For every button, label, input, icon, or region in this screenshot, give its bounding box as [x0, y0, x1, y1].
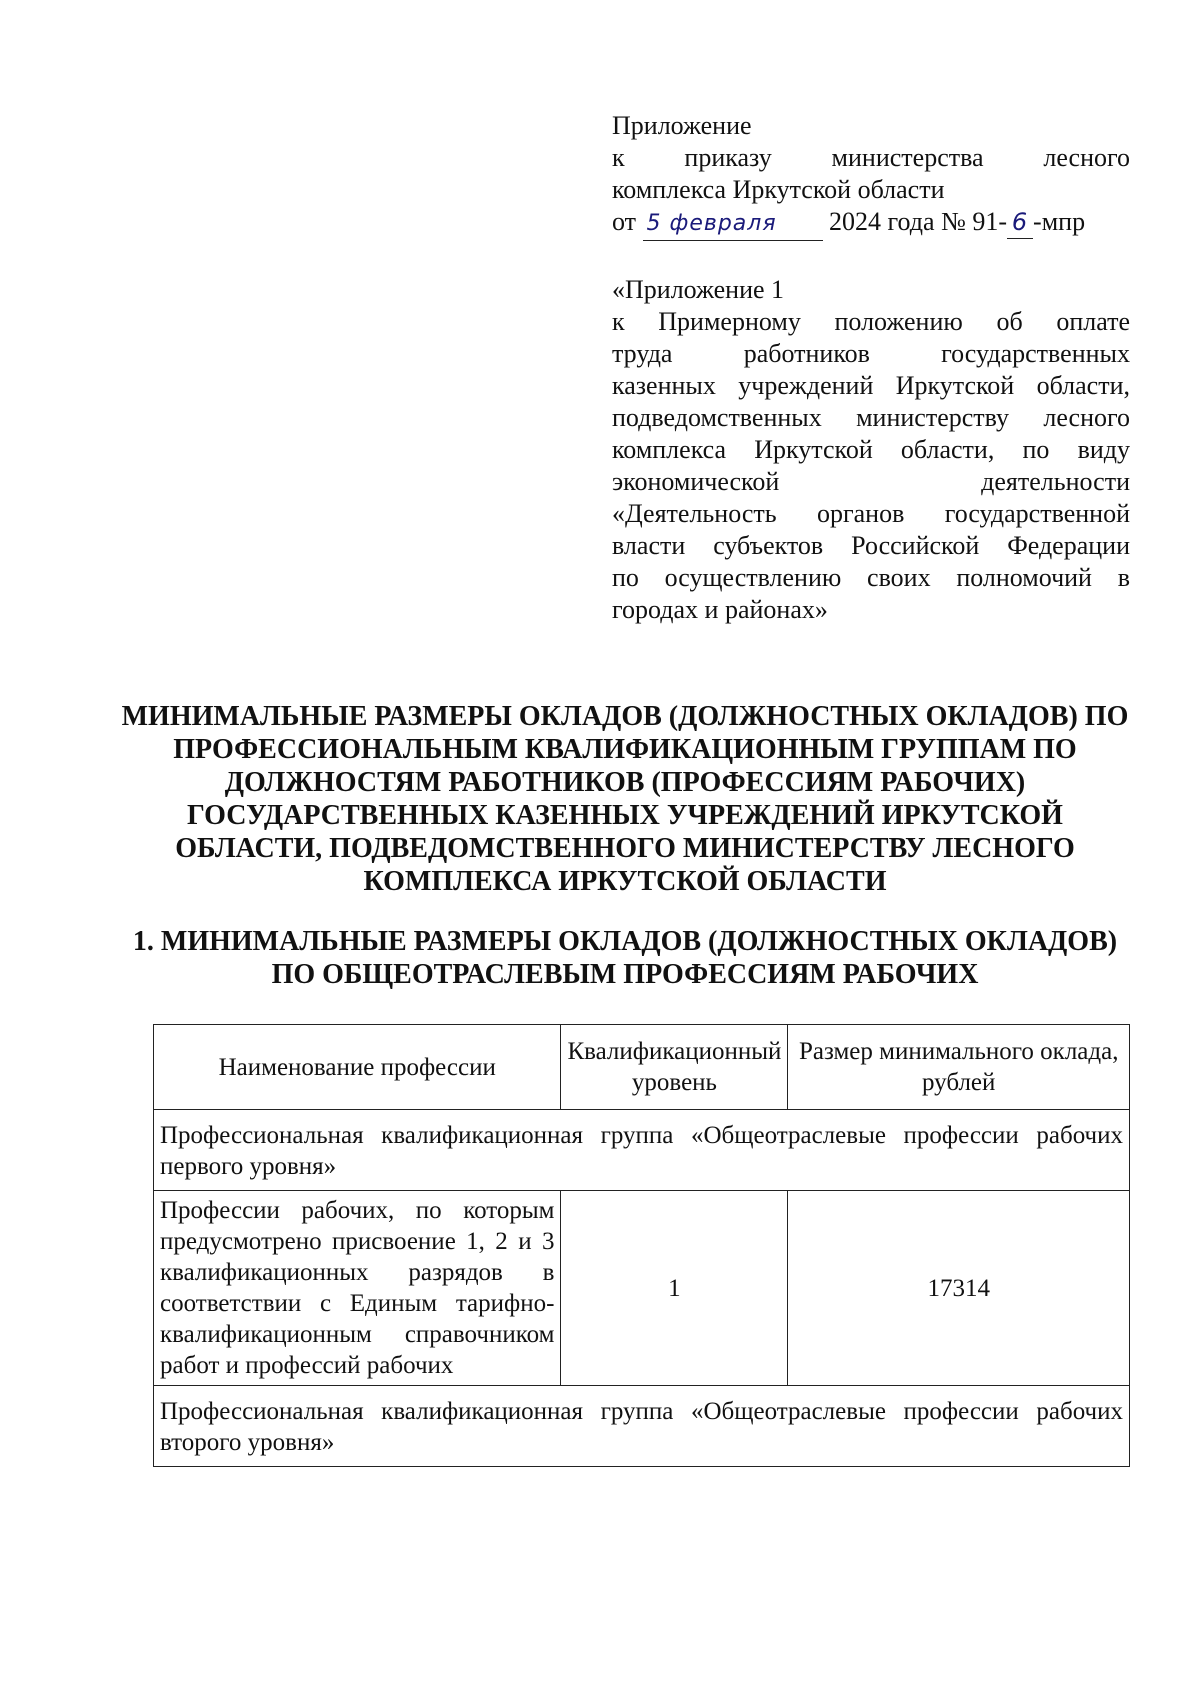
salary-table [153, 1024, 1130, 1467]
order-line [612, 206, 1130, 241]
order-suffix: -мпр [1033, 207, 1086, 236]
header-salary: Размер минимального оклада, рублей [788, 1025, 1130, 1110]
appendix1-line: казенных учреждений Иркутской области, [612, 371, 1130, 400]
appendix1-line: труда работников государственных [612, 339, 1130, 368]
order-year-text: 2024 года № 91- [829, 207, 1008, 236]
appendix1-line: по осуществлению своих полномочий в [612, 563, 1130, 592]
appendix1-line: подведомственных министерству лесного [612, 403, 1130, 432]
attachment-label: Приложение [612, 111, 752, 140]
appendix1-line: городах и районах» [612, 595, 828, 624]
row-profession: Профессии рабочих, по которым предусмотрено присвоение 1, 2 и 3 квалификационных разрядов в соответствии с Единым тарифно-квалификационным справочником работ и профессий рабочих [154, 1191, 561, 1386]
order-prefix: от [612, 207, 637, 236]
group-second-level: Профессиональная квалификационная группа «Общеотраслевые профессии рабочих второго уровня» [154, 1386, 1130, 1467]
attachment-line-2: к приказу министерства лесного [612, 143, 1130, 172]
header-level: Квалификационный уровень [561, 1025, 788, 1110]
row-salary: 17314 [788, 1191, 1130, 1386]
appendix1-line: «Деятельность органов государственной [612, 499, 1130, 528]
row-level: 1 [561, 1191, 788, 1386]
appendix1-block [612, 274, 1130, 626]
table-row [154, 1191, 1130, 1386]
appendix1-line: комплекса Иркутской области, по виду [612, 435, 1130, 464]
section-title: 1. МИНИМАЛЬНЫЕ РАЗМЕРЫ ОКЛАДОВ (ДОЛЖНОСТНЫХ ОКЛАДОВ) ПО ОБЩЕОТРАСЛЕВЫМ ПРОФЕССИЯМ РАБОЧИХ [132, 926, 1118, 990]
attachment-line-3: комплекса Иркутской области [612, 175, 945, 204]
group-first-level: Профессиональная квалификационная группа «Общеотраслевые профессии рабочих первого уровня» [154, 1110, 1130, 1191]
header-profession: Наименование профессии [154, 1025, 561, 1110]
appendix1-line: к Примерному положению об оплате [612, 307, 1130, 336]
appendix1-label: «Приложение 1 [612, 275, 785, 304]
table-header-row [154, 1025, 1130, 1110]
table-group-row [154, 1386, 1130, 1467]
appendix1-line: экономической деятельности [612, 467, 1130, 496]
handwritten-order-date: 5 февраля [643, 208, 823, 241]
handwritten-order-number: 6 [1007, 206, 1033, 239]
attachment-block [612, 110, 1130, 241]
main-title: МИНИМАЛЬНЫЕ РАЗМЕРЫ ОКЛАДОВ (ДОЛЖНОСТНЫХ ОКЛАДОВ) ПО ПРОФЕССИОНАЛЬНЫМ КВАЛИФИКАЦИОННЫМ ГРУППАМ ПО ДОЛЖНОСТЯМ РАБОТНИКОВ (ПРОФЕССИЯМ РАБОЧИХ) ГОСУДАРСТВЕННЫХ КАЗЕННЫХ УЧРЕЖДЕНИЙ ИРКУТСКОЙ ОБЛАСТИ, ПОДВЕДОМСТВЕННОГО МИНИСТЕРСТВУ ЛЕСНОГО КОМПЛЕКСА ИРКУТСКОЙ ОБЛАСТИ [121, 701, 1129, 897]
appendix1-line: власти субъектов Российской Федерации [612, 531, 1130, 560]
table-group-row [154, 1110, 1130, 1191]
